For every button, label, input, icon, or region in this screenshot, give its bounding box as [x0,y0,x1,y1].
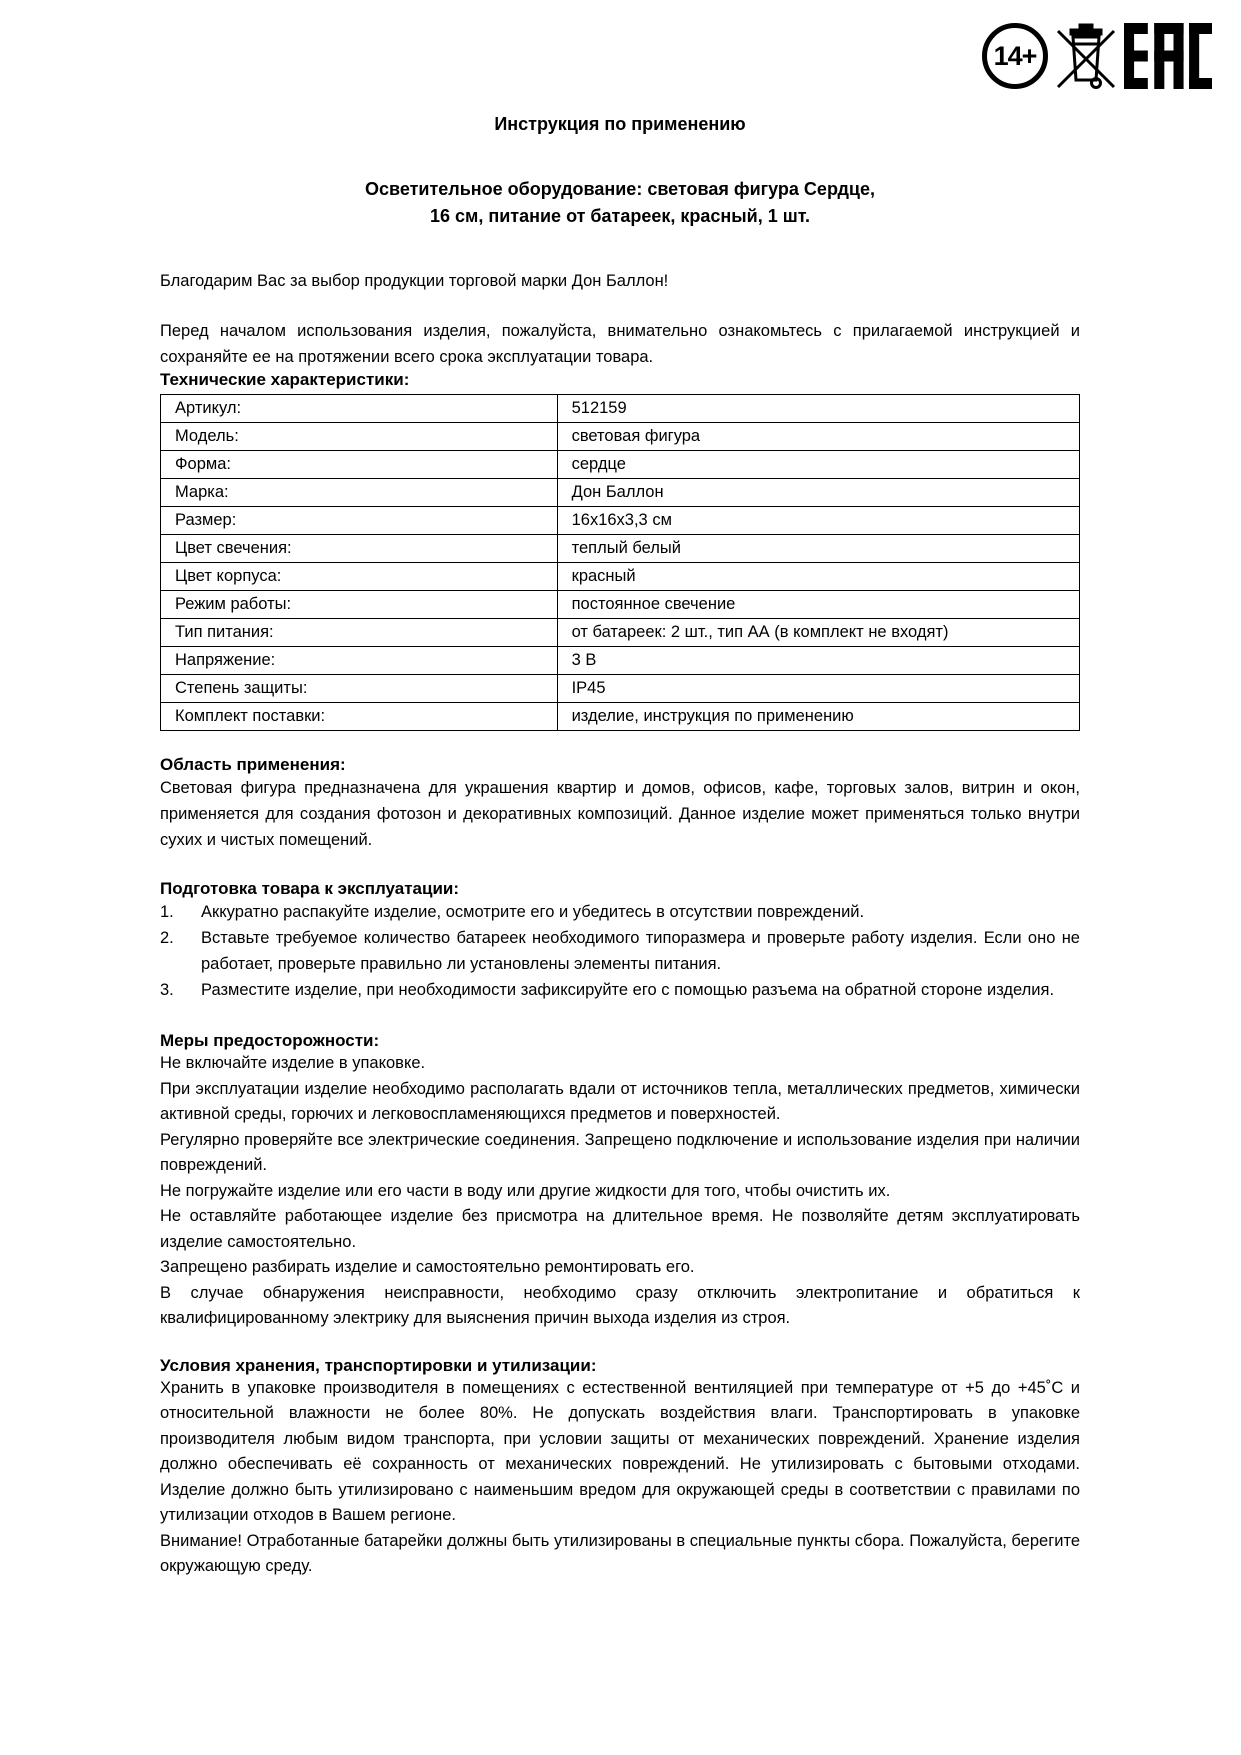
spec-label: Форма: [161,451,558,479]
spec-label: Марка: [161,479,558,507]
spec-label: Размер: [161,507,558,535]
table-row [161,451,1080,479]
table-row [161,507,1080,535]
page-title: Инструкция по применению [494,114,746,134]
read-instruction-paragraph: Перед началом использования изделия, пожалуйста, внимательно ознакомьтесь с прилагаемой инструкцией и сохраняйте ее на протяжении всего срока эксплуатации товара. [160,322,1080,366]
list-item-number: 3. [160,981,174,999]
table-row [161,619,1080,647]
application-area-heading: Область применения: [160,755,346,774]
product-title-line2: 16 см, питание от батареек, красный, 1 шт. [430,206,810,226]
safety-paragraph: Запрещено разбирать изделие и самостоятельно ремонтировать его. [160,1258,695,1276]
spec-value: 3 В [557,647,1079,675]
list-item [160,925,1080,977]
application-area-paragraph: Световая фигура предназначена для украшения квартир и домов, офисов, кафе, торговых залов, витрин и окон, применяется для создания фотозон и декоративных композиций. Данное изделие может применяться только внутри сухих и чистых помещений. [160,779,1080,849]
spec-label: Модель: [161,423,558,451]
table-row [161,535,1080,563]
spec-value: 512159 [557,395,1079,423]
specs-heading: Технические характеристики: [160,370,410,389]
list-item [160,899,1080,925]
spec-value: постоянное свечение [557,591,1079,619]
spec-value: Дон Баллон [557,479,1079,507]
preparation-heading: Подготовка товара к эксплуатации: [160,879,460,898]
battery-warning-paragraph: Внимание! Отработанные батарейки должны быть утилизированы в специальные пункты сбора. Пожалуйста, берегите окружающую среду. [160,1531,1080,1575]
spec-value: от батареек: 2 шт., тип АА (в комплект не входят) [557,619,1079,647]
spec-label: Тип питания: [161,619,558,647]
spec-value: световая фигура [557,423,1079,451]
thanks-paragraph: Благодарим Вас за выбор продукции торговой марки Дон Баллон! [160,272,669,290]
weee-crossed-bin-icon [1055,22,1117,90]
spec-value: теплый белый [557,535,1079,563]
spec-value: сердце [557,451,1079,479]
table-row [161,703,1080,731]
spec-value: красный [557,563,1079,591]
table-row [161,591,1080,619]
list-item-text: Разместите изделие, при необходимости зафиксируйте его с помощью разъема на обратной стороне изделия. [201,981,1055,999]
spec-label: Режим работы: [161,591,558,619]
list-item-text: Аккуратно распакуйте изделие, осмотрите его и убедитесь в отсутствии повреждений. [201,903,865,921]
safety-paragraph: Не оставляйте работающее изделие без присмотра на длительное время. Не позволяйте детям эксплуатировать изделие самостоятельно. [160,1207,1080,1251]
list-item-number: 2. [160,929,174,947]
age-rating-label: 14+ [993,40,1037,71]
safety-paragraph: В случае обнаружения неисправности, необходимо сразу отключить электропитание и обратиться к квалифицированному электрику для выяснения причин выхода изделия из строя. [160,1283,1080,1327]
table-row [161,675,1080,703]
spec-label: Степень защиты: [161,675,558,703]
certification-badges [982,22,1212,90]
table-row [161,395,1080,423]
safety-heading: Меры предосторожности: [160,1031,380,1050]
safety-paragraph: Не включайте изделие в упаковке. [160,1054,426,1072]
storage-paragraph: Хранить в упаковке производителя в помещениях с естественной вентиляцией при температуре от +5 до +45˚С и относительной влажности не более 80%. Не допускать воздействия влаги. Транспортировать в упаковке производителя любым видом транспорта, при условии защиты от механических повреждений. Хранение изделия должно обеспечивать её сохранность от механических повреждений. Не утилизировать с бытовыми отходами. Изделие должно быть утилизировано с наименьшим вредом для окружающей среды в соответствии с правилами по утилизации отходов в Вашем регионе. [160,1378,1080,1524]
spec-label: Цвет корпуса: [161,563,558,591]
document-body [160,0,1080,1580]
spec-value: IP45 [557,675,1079,703]
safety-paragraph: Не погружайте изделие или его части в воду или другие жидкости для того, чтобы очистить их. [160,1181,891,1200]
spec-value: изделие, инструкция по применению [557,703,1079,731]
specs-table [160,394,1080,731]
storage-heading: Условия хранения, транспортировки и утилизации: [160,1355,597,1375]
age-rating-14plus-icon [982,23,1048,89]
product-title-line1: Осветительное оборудование: световая фигура Сердце, [364,179,875,199]
list-item-number: 1. [160,903,174,921]
table-row [161,479,1080,507]
eac-conformity-mark-icon [1124,23,1212,89]
list-item-text: Вставьте требуемое количество батареек необходимого типоразмера и проверьте работу изделия. Если оно не работает, проверьте правильно ли установлены элементы питания. [201,929,1080,973]
spec-value: 16х16х3,3 см [557,507,1079,535]
spec-label: Напряжение: [161,647,558,675]
spec-label: Комплект поставки: [161,703,558,731]
safety-paragraph: При эксплуатации изделие необходимо располагать вдали от источников тепла, металлических предметов, химически активной среды, горючих и легковоспламеняющихся предметов и поверхностей. [160,1079,1080,1123]
table-row [161,647,1080,675]
product-title [160,176,1080,230]
spec-label: Цвет свечения: [161,535,558,563]
safety-paragraph: Регулярно проверяйте все электрические соединения. Запрещено подключение и использование изделия при наличии повреждений. [160,1130,1080,1174]
preparation-list [160,899,1080,1003]
spec-label: Артикул: [161,395,558,423]
list-item [160,977,1080,1003]
table-row [161,423,1080,451]
table-row [161,563,1080,591]
